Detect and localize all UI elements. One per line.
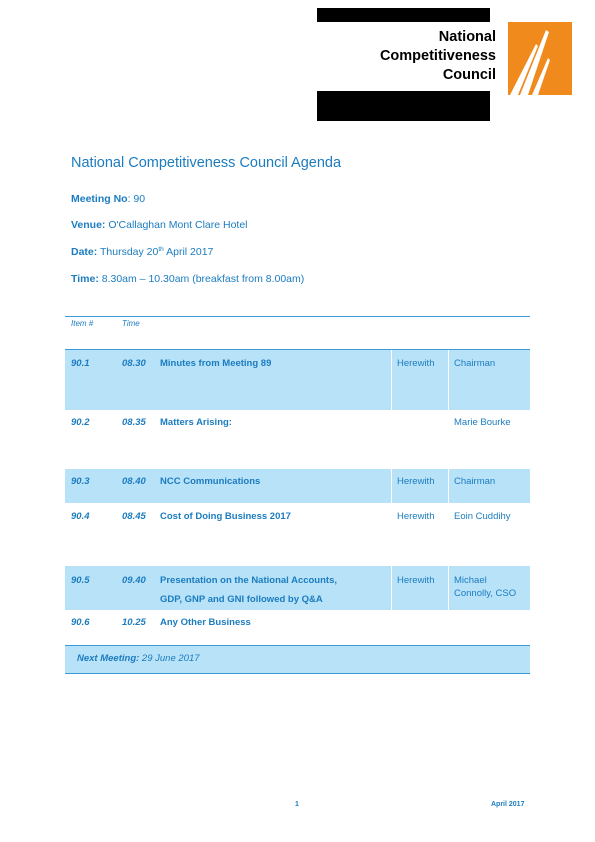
row-90-1-item: 90.1 [71, 358, 90, 369]
table-top-rule [65, 316, 530, 317]
next-meeting-label: Next Meeting: [77, 653, 140, 664]
footer-date: April 2017 [491, 801, 525, 808]
row-90-4-item: 90.4 [71, 511, 90, 522]
logo-line-1: National [438, 29, 496, 45]
row-90-1-papers: Herewith [397, 358, 435, 369]
row-90-5-topic-line-2: GDP, GNP and GNI followed by Q&A [160, 594, 323, 605]
row-90-4-owner: Eoin Cuddihy [454, 511, 511, 522]
row-90-4-papers: Herewith [397, 511, 435, 522]
band-separator [448, 469, 449, 503]
row-90-1-owner: Chairman [454, 358, 496, 369]
row-90-5-time: 09.40 [122, 575, 146, 586]
next-meeting-date: 29 June 2017 [139, 653, 200, 664]
row-90-1-time: 08.30 [122, 358, 146, 369]
date-label: Date: [71, 246, 98, 258]
logo-top-bar [317, 8, 490, 22]
date-value-post: April 2017 [163, 246, 214, 258]
row-90-2-topic: Matters Arising: [160, 417, 232, 428]
row-90-5-owner-line-2: Connolly, CSO [454, 588, 517, 599]
row-90-2-item: 90.2 [71, 417, 90, 428]
next-meeting [77, 653, 200, 664]
header-item: Item # [71, 319, 94, 328]
page-number: 1 [295, 801, 299, 808]
row-90-3-papers: Herewith [397, 476, 435, 487]
row-90-3-topic: NCC Communications [160, 476, 261, 487]
meeting-number-label: Meeting No [71, 193, 128, 205]
document-title: National Competitiveness Council Agenda [71, 155, 342, 171]
row-90-4-topic: Cost of Doing Business 2017 [160, 511, 291, 522]
band-separator [448, 349, 449, 410]
time-label: Time: [71, 273, 99, 285]
organisation-logo-text [317, 28, 496, 85]
logo-line-3: Council [442, 67, 496, 83]
row-90-1-topic: Minutes from Meeting 89 [160, 358, 272, 369]
row-90-6-topic: Any Other Business [160, 617, 251, 628]
header-time: Time [122, 319, 140, 328]
logo-bottom-bar [317, 91, 490, 121]
row-90-5-owner-line-1: Michael [454, 575, 487, 586]
row-90-2-time: 08.35 [122, 417, 146, 428]
venue-value: O'Callaghan Mont Clare Hotel [105, 219, 248, 231]
band-separator [448, 566, 449, 610]
band-separator [391, 349, 392, 410]
row-90-6-time: 10.25 [122, 617, 146, 628]
band-separator [391, 469, 392, 503]
table-bottom-rule [65, 673, 530, 674]
row-90-3-time: 08.40 [122, 476, 146, 487]
next-meeting-top-rule [65, 645, 530, 646]
venue-label: Venue: [71, 219, 106, 231]
date-value-pre: Thursday 20 [97, 246, 159, 258]
logo-orange-mark [508, 22, 572, 95]
meeting-number [71, 193, 145, 205]
row-90-6-item: 90.6 [71, 617, 90, 628]
meeting-number-value: : 90 [127, 193, 146, 205]
row-90-5-topic-line-1: Presentation on the National Accounts, [160, 575, 338, 586]
header-bottom-rule [65, 349, 530, 350]
time-value: 8.30am – 10.30am (breakfast from 8.00am) [98, 273, 305, 285]
row-90-5-item: 90.5 [71, 575, 90, 586]
meeting-date [71, 246, 213, 258]
row-90-2-owner: Marie Bourke [454, 417, 511, 428]
logo-line-2: Competitiveness [379, 48, 496, 64]
row-90-4-time: 08.45 [122, 511, 146, 522]
date-value-sup: th [158, 246, 164, 253]
row-90-3-item: 90.3 [71, 476, 90, 487]
row-90-3-owner: Chairman [454, 476, 496, 487]
meeting-time [71, 273, 304, 285]
band-separator [391, 566, 392, 610]
venue [71, 219, 248, 231]
logo-swoosh-icon [508, 22, 572, 95]
row-90-5-papers: Herewith [397, 575, 435, 586]
